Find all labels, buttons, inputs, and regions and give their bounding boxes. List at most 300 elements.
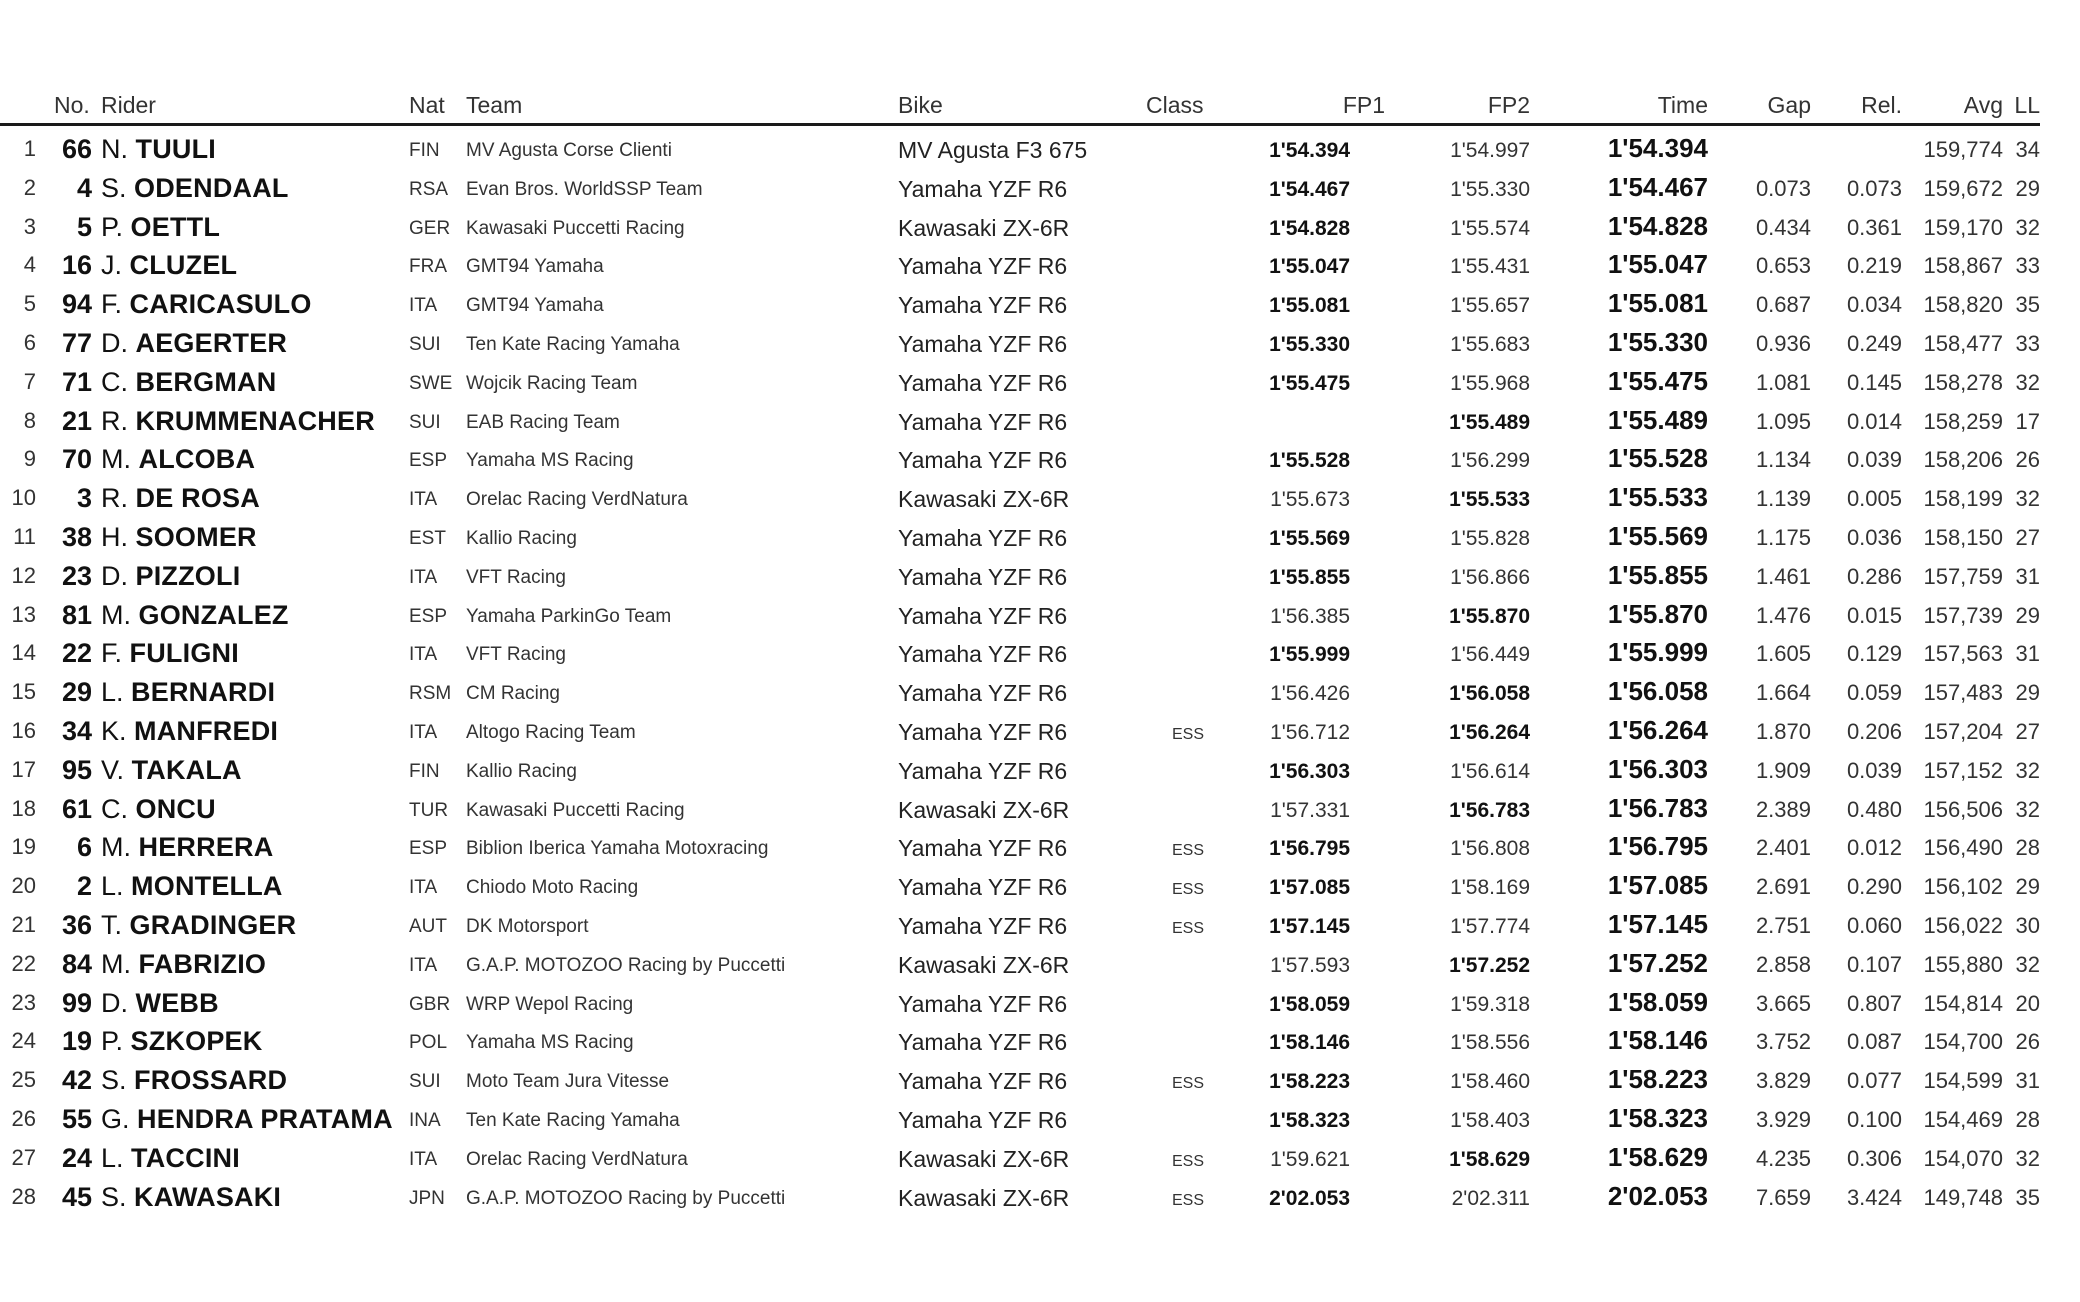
gap-to-previous: 0.129 xyxy=(1846,641,1902,667)
rider-name xyxy=(101,173,289,203)
laps: 34 xyxy=(2015,137,2040,162)
position: 19 xyxy=(11,834,36,860)
bike-model: Yamaha YZF R6 xyxy=(898,563,1068,590)
position: 6 xyxy=(23,330,36,355)
laps: 33 xyxy=(2015,331,2040,356)
rider-initial: L. xyxy=(101,871,124,902)
nationality: TUR xyxy=(409,799,449,821)
nationality: SUI xyxy=(409,411,441,433)
fp2-time: 1'59.318 xyxy=(1450,992,1530,1016)
header-bike: Bike xyxy=(898,92,943,118)
average-speed: 158,278 xyxy=(1923,369,2003,395)
header-rel: Rel. xyxy=(1861,92,1902,118)
fp1-time: 1'58.223 xyxy=(1269,1070,1350,1094)
rider-initial: S. xyxy=(101,1181,127,1212)
gap-to-previous: 0.060 xyxy=(1846,913,1902,938)
bike-model: Yamaha YZF R6 xyxy=(898,369,1068,396)
fp2-time: 1'55.574 xyxy=(1450,216,1530,240)
rider-surname: BERNARDI xyxy=(131,677,276,708)
rider-surname: BERGMAN xyxy=(135,366,277,397)
laps: 32 xyxy=(2015,796,2040,822)
rider-name xyxy=(101,406,375,436)
header-class: Class xyxy=(1146,92,1204,118)
fp1-time: 1'58.059 xyxy=(1269,992,1350,1016)
rider-number: 6 xyxy=(76,832,92,863)
rider-initial: S. xyxy=(101,1065,127,1096)
fp1-time: 1'55.330 xyxy=(1269,333,1350,356)
rider-number: 45 xyxy=(61,1181,92,1212)
position: 4 xyxy=(23,252,36,278)
header-avg: Avg xyxy=(1963,92,2003,118)
rider-name xyxy=(101,212,220,242)
rider-initial: R. xyxy=(101,483,128,514)
nationality: SUI xyxy=(409,334,441,355)
table-row xyxy=(0,634,2040,673)
rider-surname: ALCOBA xyxy=(138,444,256,475)
fp2-time: 1'58.556 xyxy=(1450,1031,1530,1055)
nationality: JPN xyxy=(409,1187,445,1209)
team-name: VFT Racing xyxy=(466,644,566,666)
rider-initial: C. xyxy=(101,366,128,397)
position: 5 xyxy=(23,291,36,317)
rider-number: 29 xyxy=(61,677,92,708)
rider-initial: H. xyxy=(101,522,128,552)
fp1-time: 1'57.085 xyxy=(1269,876,1350,900)
rider-name xyxy=(101,716,278,746)
fp2-time: 1'58.169 xyxy=(1450,876,1530,900)
best-time: 1'57.085 xyxy=(1607,870,1708,901)
rider-initial: C. xyxy=(101,793,128,824)
nationality: FIN xyxy=(409,760,440,782)
fp2-time: 1'56.299 xyxy=(1450,449,1530,473)
average-speed: 154,814 xyxy=(1923,990,2003,1016)
average-speed: 158,150 xyxy=(1923,525,2003,550)
nationality: ESP xyxy=(409,838,448,860)
fp2-time: 1'55.330 xyxy=(1450,177,1530,201)
average-speed: 158,820 xyxy=(1923,292,2003,318)
rider-name xyxy=(101,677,275,707)
rider-number: 61 xyxy=(61,793,92,824)
fp1-time: 1'58.323 xyxy=(1269,1109,1350,1132)
laps: 17 xyxy=(2015,408,2040,434)
team-name: CM Racing xyxy=(466,683,560,705)
fp1-time: 1'54.394 xyxy=(1269,139,1350,162)
rider-initial: P. xyxy=(101,1026,124,1057)
bike-model: Yamaha YZF R6 xyxy=(898,525,1068,551)
table-row xyxy=(0,1022,2040,1061)
laps: 32 xyxy=(2015,214,2040,240)
rider-name xyxy=(101,289,312,319)
header-divider xyxy=(0,123,2040,126)
table-row xyxy=(0,906,2040,945)
bike-model: Yamaha YZF R6 xyxy=(898,408,1068,435)
rider-surname: ONCU xyxy=(135,793,216,824)
nationality: ITA xyxy=(409,1148,438,1170)
bike-model: Yamaha YZF R6 xyxy=(898,990,1068,1017)
table-row xyxy=(0,1061,2040,1100)
gap-to-leader: 0.073 xyxy=(1755,175,1811,201)
bike-model: Kawasaki ZX-6R xyxy=(898,951,1070,978)
rider-surname: HERRERA xyxy=(138,832,274,863)
laps: 26 xyxy=(2015,1029,2040,1055)
fp1-time: 1'55.999 xyxy=(1269,643,1350,667)
table-row xyxy=(0,867,2040,906)
position: 11 xyxy=(13,524,36,549)
bike-model: Yamaha YZF R6 xyxy=(898,331,1068,357)
class-badge: ESS xyxy=(1171,842,1204,860)
position: 23 xyxy=(11,989,36,1015)
table-row xyxy=(0,790,2040,829)
team-name: GMT94 Yamaha xyxy=(466,256,604,278)
class-badge: ESS xyxy=(1171,881,1204,899)
bike-model: Yamaha YZF R6 xyxy=(898,835,1068,862)
team-name: Ten Kate Racing Yamaha xyxy=(466,1110,680,1131)
class-badge: ESS xyxy=(1171,1191,1204,1209)
table-row xyxy=(0,518,2040,557)
team-name: EAB Racing Team xyxy=(466,411,620,433)
table-row xyxy=(0,945,2040,984)
fp2-time: 1'55.657 xyxy=(1450,294,1530,318)
rider-name xyxy=(101,871,283,901)
team-name: Orelac Racing VerdNatura xyxy=(466,489,688,511)
position: 13 xyxy=(11,601,36,627)
rider-number: 4 xyxy=(76,172,92,203)
nationality: ITA xyxy=(409,877,438,899)
rider-initial: G. xyxy=(101,1104,130,1134)
rider-surname: GRADINGER xyxy=(129,910,297,940)
rider-surname: TAKALA xyxy=(131,754,242,785)
gap-to-previous: 0.012 xyxy=(1846,835,1902,861)
gap-to-leader: 0.653 xyxy=(1755,253,1811,279)
header-no: No. xyxy=(54,92,90,118)
class-badge: ESS xyxy=(1171,1152,1204,1170)
gap-to-previous: 0.286 xyxy=(1846,563,1902,589)
team-name: Moto Team Jura Vitesse xyxy=(466,1071,670,1093)
best-time: 1'55.330 xyxy=(1607,327,1708,357)
rider-initial: K. xyxy=(101,716,127,746)
laps: 27 xyxy=(2015,719,2040,744)
average-speed: 154,469 xyxy=(1923,1107,2003,1132)
class-badge: ESS xyxy=(1171,726,1204,743)
best-time: 1'54.828 xyxy=(1607,210,1708,241)
fp2-time: 1'56.808 xyxy=(1450,837,1530,861)
nationality: ITA xyxy=(409,489,438,511)
rider-initial: V. xyxy=(101,754,125,785)
position: 3 xyxy=(23,213,36,239)
gap-to-leader: 1.605 xyxy=(1755,641,1811,667)
average-speed: 156,506 xyxy=(1923,796,2003,822)
team-name: Wojcik Racing Team xyxy=(466,372,638,394)
position: 22 xyxy=(11,950,36,976)
position: 8 xyxy=(23,407,36,433)
fp1-time: 1'56.303 xyxy=(1269,759,1350,783)
bike-model: Yamaha YZF R6 xyxy=(898,719,1068,745)
best-time: 2'02.053 xyxy=(1607,1180,1708,1211)
gap-to-leader: 3.752 xyxy=(1755,1029,1811,1055)
nationality: FIN xyxy=(409,140,440,161)
team-name: Kallio Racing xyxy=(466,528,577,549)
rider-surname: ODENDAAL xyxy=(134,172,289,203)
rider-surname: FROSSARD xyxy=(134,1065,288,1096)
rider-number: 5 xyxy=(76,211,92,242)
best-time: 1'55.047 xyxy=(1607,249,1708,280)
gap-to-previous: 0.015 xyxy=(1846,602,1902,628)
average-speed: 157,152 xyxy=(1923,757,2003,783)
gap-to-leader: 1.476 xyxy=(1755,602,1811,628)
nationality: SUI xyxy=(409,1071,441,1093)
nationality: SWE xyxy=(409,372,453,394)
rider-name xyxy=(101,600,289,630)
average-speed: 149,748 xyxy=(1923,1184,2003,1210)
fp1-time: 1'56.426 xyxy=(1270,682,1350,706)
rider-name xyxy=(101,794,216,824)
average-speed: 157,204 xyxy=(1923,719,2003,744)
best-time: 1'55.475 xyxy=(1607,365,1708,396)
table-row xyxy=(0,712,2040,751)
rider-number: 23 xyxy=(61,560,92,591)
header-team: Team xyxy=(466,92,523,118)
rider-name xyxy=(101,483,260,513)
laps: 32 xyxy=(2015,369,2040,395)
laps: 31 xyxy=(2015,563,2040,589)
rider-number: 94 xyxy=(61,289,92,320)
rider-surname: AEGERTER xyxy=(135,328,288,358)
rider-number: 21 xyxy=(61,405,92,436)
gap-to-previous: 0.480 xyxy=(1846,796,1902,822)
nationality: EST xyxy=(409,528,446,549)
rider-name xyxy=(101,910,296,940)
laps: 29 xyxy=(2015,874,2040,900)
rider-initial: F. xyxy=(101,289,123,320)
position: 10 xyxy=(11,485,36,511)
rider-name xyxy=(101,134,216,164)
bike-model: Yamaha YZF R6 xyxy=(898,292,1068,319)
rider-initial: L. xyxy=(101,1142,124,1173)
gap-to-leader: 4.235 xyxy=(1755,1145,1811,1171)
gap-to-leader: 0.936 xyxy=(1755,331,1811,356)
average-speed: 157,563 xyxy=(1923,641,2003,667)
average-speed: 154,599 xyxy=(1923,1068,2003,1094)
rider-initial: N. xyxy=(101,134,128,164)
fp1-time: 1'56.385 xyxy=(1270,604,1350,628)
best-time: 1'55.489 xyxy=(1607,404,1708,435)
team-name: Ten Kate Racing Yamaha xyxy=(466,334,680,355)
gap-to-previous: 0.073 xyxy=(1846,175,1902,201)
header-gap: Gap xyxy=(1767,92,1811,118)
gap-to-leader: 1.664 xyxy=(1755,680,1811,706)
fp1-time: 1'55.047 xyxy=(1269,255,1350,279)
rider-number: 2 xyxy=(76,871,92,902)
rider-initial: P. xyxy=(101,211,124,242)
rider-name xyxy=(101,522,257,552)
gap-to-previous: 0.219 xyxy=(1846,253,1902,279)
gap-to-leader: 1.139 xyxy=(1755,486,1811,512)
gap-to-previous: 0.249 xyxy=(1846,331,1902,356)
table-row xyxy=(0,1178,2040,1217)
nationality: ESP xyxy=(409,605,448,627)
fp1-time: 1'55.475 xyxy=(1269,371,1350,395)
best-time: 1'54.394 xyxy=(1607,133,1708,163)
table-row xyxy=(0,402,2040,441)
average-speed: 157,739 xyxy=(1923,602,2003,628)
gap-to-previous: 0.005 xyxy=(1846,486,1902,512)
laps: 30 xyxy=(2015,913,2040,938)
team-name: MV Agusta Corse Clienti xyxy=(466,140,672,161)
fp1-time: 1'55.528 xyxy=(1269,449,1350,473)
average-speed: 157,759 xyxy=(1923,563,2003,589)
gap-to-leader: 1.461 xyxy=(1755,563,1811,589)
rider-initial: M. xyxy=(101,948,131,979)
rider-surname: SZKOPEK xyxy=(130,1026,263,1057)
fp2-time: 1'57.774 xyxy=(1450,915,1530,938)
laps: 28 xyxy=(2015,835,2040,861)
laps: 32 xyxy=(2015,1145,2040,1171)
rider-number: 77 xyxy=(61,328,92,358)
rider-number: 70 xyxy=(61,444,92,475)
team-name: Yamaha MS Racing xyxy=(466,450,634,472)
rider-name xyxy=(101,832,273,862)
gap-to-previous: 0.100 xyxy=(1846,1107,1902,1132)
laps: 29 xyxy=(2015,602,2040,628)
table-row xyxy=(0,208,2040,247)
fp2-time: 2'02.311 xyxy=(1451,1186,1530,1210)
rider-number: 36 xyxy=(61,910,92,940)
fp2-time: 1'56.449 xyxy=(1450,643,1530,667)
rider-surname: TUULI xyxy=(135,134,216,164)
table-row xyxy=(0,285,2040,324)
nationality: POL xyxy=(409,1032,448,1054)
average-speed: 158,259 xyxy=(1923,408,2003,434)
average-speed: 155,880 xyxy=(1923,951,2003,977)
position: 1 xyxy=(23,136,36,161)
bike-model: Yamaha YZF R6 xyxy=(898,1107,1068,1133)
bike-model: Yamaha YZF R6 xyxy=(898,447,1068,474)
rider-surname: PIZZOLI xyxy=(135,560,241,591)
rider-surname: HENDRA PRATAMA xyxy=(137,1104,393,1134)
rider-name xyxy=(101,1182,281,1212)
gap-to-previous: 0.087 xyxy=(1846,1029,1902,1055)
rider-number: 19 xyxy=(61,1026,92,1057)
team-name: Yamaha ParkinGo Team xyxy=(466,605,672,627)
position: 26 xyxy=(11,1106,36,1131)
best-time: 1'55.569 xyxy=(1607,521,1708,551)
gap-to-previous: 0.014 xyxy=(1846,408,1902,434)
rider-surname: CARICASULO xyxy=(129,289,312,320)
laps: 31 xyxy=(2015,641,2040,667)
rider-name xyxy=(101,444,255,474)
gap-to-leader: 0.687 xyxy=(1755,292,1811,318)
gap-to-leader: 1.175 xyxy=(1755,525,1811,550)
header-fp2: FP2 xyxy=(1487,92,1530,118)
rider-number: 71 xyxy=(61,366,92,397)
best-time: 1'55.855 xyxy=(1607,559,1708,590)
best-time: 1'56.783 xyxy=(1607,792,1708,823)
average-speed: 154,700 xyxy=(1923,1029,2003,1055)
nationality: RSA xyxy=(409,178,449,200)
best-time: 1'58.146 xyxy=(1607,1025,1708,1056)
table-row xyxy=(0,440,2040,479)
best-time: 1'55.533 xyxy=(1607,482,1708,513)
table-row xyxy=(0,1139,2040,1178)
rider-number: 95 xyxy=(61,754,92,785)
rider-number: 3 xyxy=(76,483,92,514)
fp2-time: 1'56.264 xyxy=(1449,721,1530,744)
rider-name xyxy=(101,949,266,979)
rider-initial: D. xyxy=(101,560,128,591)
rider-initial: L. xyxy=(101,677,124,708)
gap-to-previous: 0.039 xyxy=(1846,757,1902,783)
team-name: VFT Racing xyxy=(466,566,566,588)
header-ll: LL xyxy=(2014,92,2040,118)
position: 9 xyxy=(23,446,36,472)
rider-name xyxy=(101,755,242,785)
rider-name xyxy=(101,988,219,1018)
fp1-time: 1'57.593 xyxy=(1270,953,1350,977)
team-name: Kallio Racing xyxy=(466,760,577,782)
class-badge: ESS xyxy=(1171,1075,1204,1093)
team-name: Altogo Racing Team xyxy=(466,722,636,743)
team-name: Evan Bros. WorldSSP Team xyxy=(466,178,703,200)
rider-surname: CLUZEL xyxy=(129,250,238,281)
class-badge: ESS xyxy=(1171,920,1204,937)
best-time: 1'55.528 xyxy=(1607,443,1708,474)
rider-surname: DE ROSA xyxy=(135,483,260,514)
best-time: 1'55.081 xyxy=(1607,288,1708,319)
best-time: 1'56.058 xyxy=(1607,676,1708,707)
bike-model: Kawasaki ZX-6R xyxy=(898,1184,1070,1211)
average-speed: 157,483 xyxy=(1923,680,2003,706)
fp2-time: 1'55.828 xyxy=(1450,527,1530,550)
gap-to-previous: 0.206 xyxy=(1846,719,1902,744)
bike-model: Yamaha YZF R6 xyxy=(898,913,1068,939)
rider-surname: MONTELLA xyxy=(131,871,283,902)
best-time: 1'57.145 xyxy=(1607,909,1708,939)
rider-initial: M. xyxy=(101,832,131,863)
table-row xyxy=(0,1100,2040,1139)
gap-to-leader: 2.691 xyxy=(1755,874,1811,900)
average-speed: 158,206 xyxy=(1923,447,2003,473)
best-time: 1'55.999 xyxy=(1607,637,1708,668)
header-fp1: FP1 xyxy=(1342,92,1385,118)
table-row xyxy=(0,246,2040,285)
rider-number: 81 xyxy=(61,599,92,630)
table-row xyxy=(0,596,2040,635)
fp2-time: 1'56.783 xyxy=(1449,798,1530,822)
nationality: ITA xyxy=(409,722,438,743)
rider-surname: OETTL xyxy=(130,211,221,242)
bike-model: Yamaha YZF R6 xyxy=(898,175,1068,202)
bike-model: Yamaha YZF R6 xyxy=(898,757,1068,784)
laps: 27 xyxy=(2015,525,2040,550)
nationality: FRA xyxy=(409,256,447,278)
position: 27 xyxy=(11,1144,36,1170)
laps: 32 xyxy=(2015,951,2040,977)
rider-name xyxy=(101,561,240,591)
position: 12 xyxy=(11,562,36,588)
gap-to-previous: 0.059 xyxy=(1846,680,1902,706)
nationality: GBR xyxy=(409,993,451,1015)
position: 17 xyxy=(11,756,36,782)
team-name: WRP Wepol Racing xyxy=(466,993,634,1015)
rider-number: 38 xyxy=(61,522,92,552)
fp2-time: 1'56.866 xyxy=(1450,565,1530,589)
rider-name xyxy=(101,638,239,668)
fp2-time: 1'55.870 xyxy=(1449,604,1530,628)
fp1-time: 1'56.712 xyxy=(1270,721,1350,744)
bike-model: Yamaha YZF R6 xyxy=(898,1029,1068,1056)
gap-to-previous: 3.424 xyxy=(1846,1184,1902,1210)
nationality: ITA xyxy=(409,954,438,976)
